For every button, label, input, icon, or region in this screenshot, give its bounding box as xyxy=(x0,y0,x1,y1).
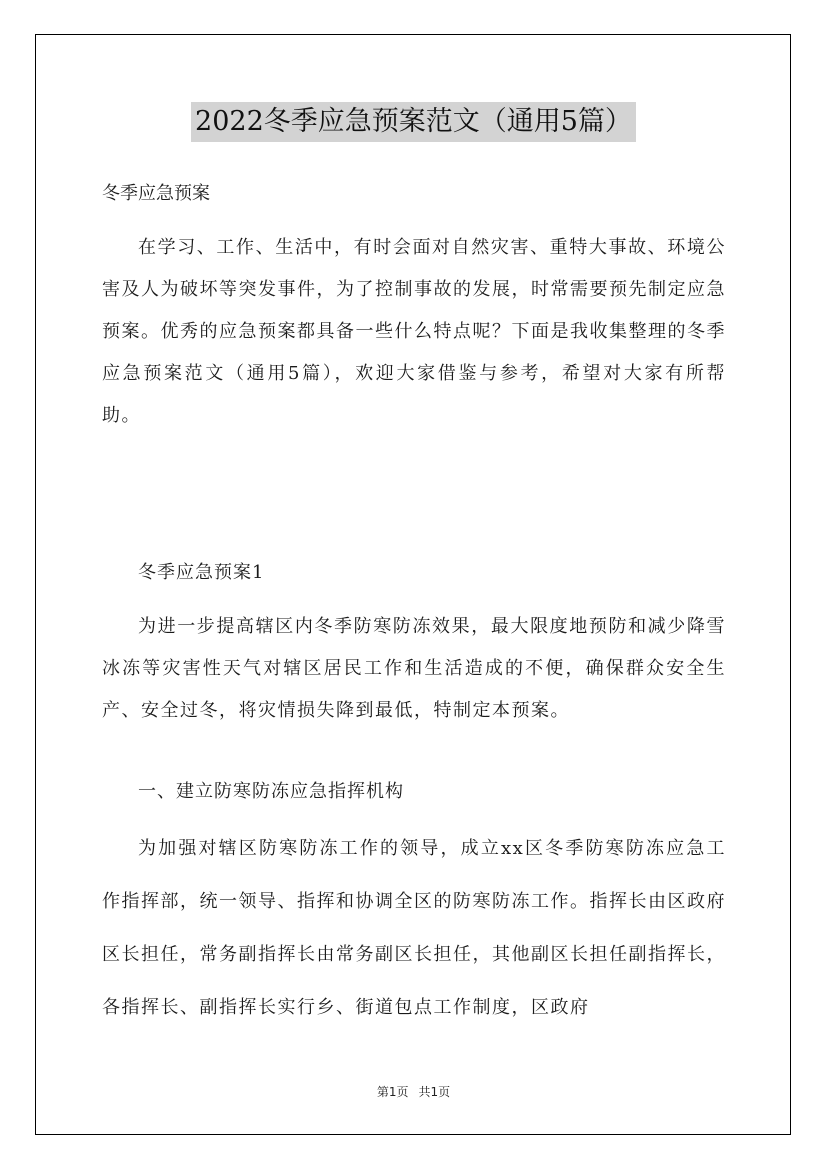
page-number: 第1页 xyxy=(376,1085,409,1099)
subsection-heading: 一、建立防寒防冻应急指挥机构 xyxy=(138,781,404,802)
document-title: 2022冬季应急预案范文（通用5篇） xyxy=(191,102,636,142)
subsection-paragraph: 为加强对辖区防寒防冻工作的领导，成立xx区冬季防寒防冻应急工作指挥部，统一领导、指挥和协调全区的防寒防冻工作。指挥长由区政府区长担任，常务副指挥长由常务副区长担任，其他副区长担任副指挥长，各指挥长、副指挥长实行乡、街道包点工作制度，区政府 xyxy=(102,838,726,1018)
section-heading: 冬季应急预案1 xyxy=(138,562,265,583)
page-footer xyxy=(0,1083,827,1100)
intro-heading: 冬季应急预案 xyxy=(102,183,210,204)
intro-paragraph: 在学习、工作、生活中，有时会面对自然灾害、重特大事故、环境公害及人为破坏等突发事件，为了控制事故的发展，时常需要预先制定应急预案。优秀的应急预案都具备一些什么特点呢？下面是我收集整理的冬季应急预案范文（通用5篇），欢迎大家借鉴与参考，希望对大家有所帮助。 xyxy=(102,237,726,426)
document-title-container xyxy=(0,102,827,142)
page-total: 共1页 xyxy=(418,1085,451,1099)
section-paragraph: 为进一步提高辖区内冬季防寒防冻效果，最大限度地预防和减少降雪冰冻等灾害性天气对辖区居民工作和生活造成的不便，确保群众安全生产、安全过冬，将灾情损失降到最低，特制定本预案。 xyxy=(102,616,726,721)
